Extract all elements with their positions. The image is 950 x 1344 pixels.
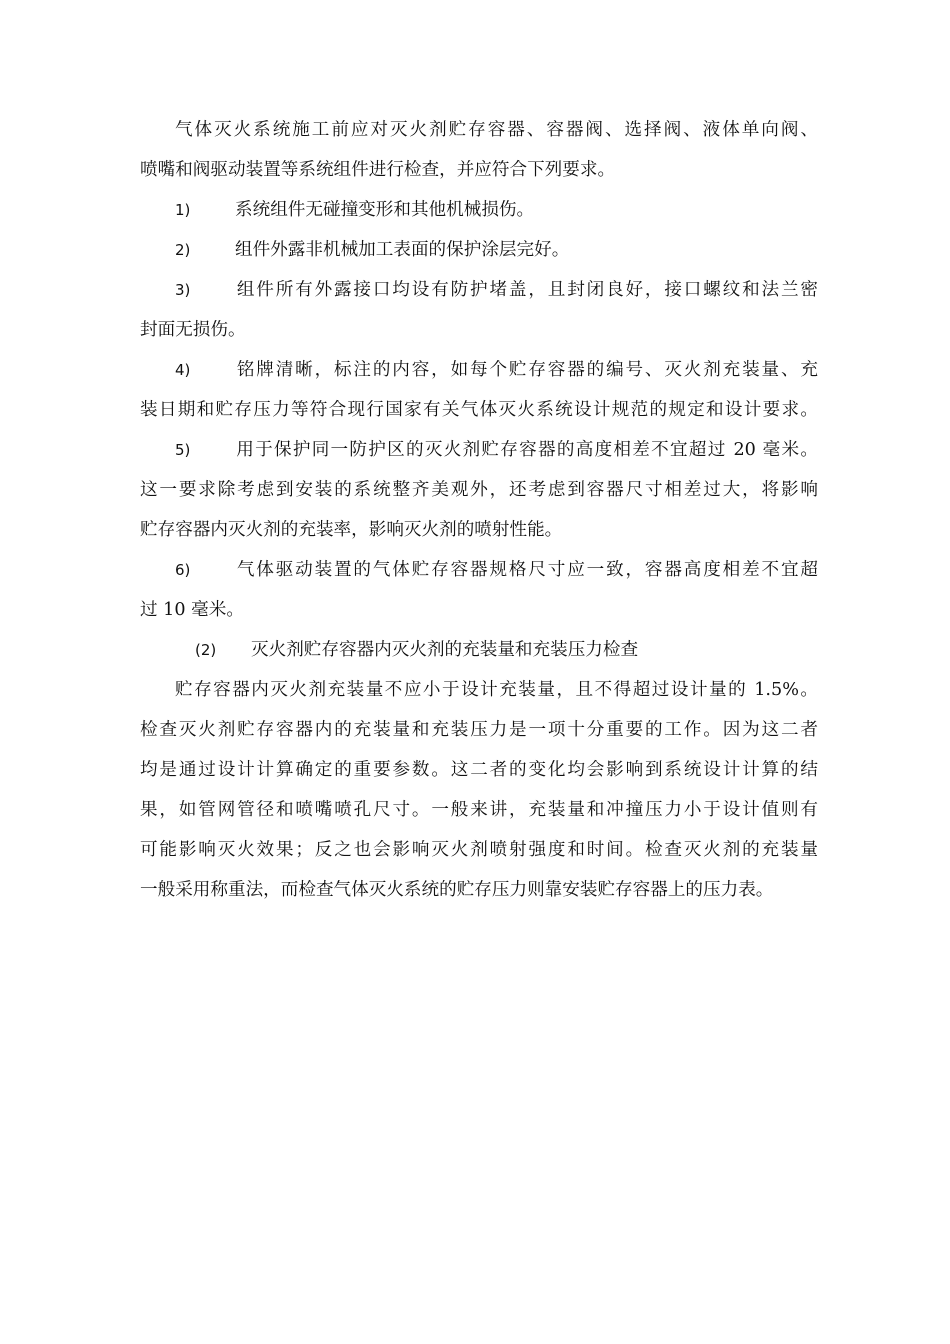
list-item-number: 1) <box>175 201 191 219</box>
intro-line-2: 喷嘴和阀驱动装置等系统组件进行检查，并应符合下列要求。 <box>140 160 616 180</box>
body-line-2: 检查灭火剂贮存容器内的充装量和充装压力是一项十分重要的工作。因为这二者 <box>140 720 818 740</box>
list-item-text: 铭牌清晰，标注的内容，如每个贮存容器的编号、灭火剂充装量、充 <box>235 360 818 380</box>
list-item-text: 系统组件无碰撞变形和其他机械损伤。 <box>235 200 535 220</box>
list-item-3-continuation: 封面无损伤。 <box>140 320 246 340</box>
list-item-text: 用于保护同一防护区的灭火剂贮存容器的高度相差不宜超过 20 毫米。 <box>235 440 818 460</box>
list-item-4 <box>175 352 818 388</box>
list-item-number: 5) <box>175 441 191 459</box>
body-line-5: 可能影响灭火效果；反之也会影响灭火剂喷射强度和时间。检查灭火剂的充装量 <box>140 840 818 860</box>
list-item-number: 2) <box>175 241 191 259</box>
body-line-3: 均是通过设计计算确定的重要参数。这二者的变化均会影响到系统设计计算的结 <box>140 760 818 780</box>
list-item-text: 组件外露非机械加工表面的保护涂层完好。 <box>235 240 570 260</box>
section-heading <box>195 632 638 668</box>
list-item-5-continuation-2: 贮存容器内灭火剂的充装率，影响灭火剂的喷射性能。 <box>140 520 563 540</box>
list-item-text: 组件所有外露接口均设有防护堵盖，且封闭良好，接口螺纹和法兰密 <box>235 280 818 300</box>
list-item-number: 6) <box>175 561 191 579</box>
body-line-1: 贮存容器内灭火剂充装量不应小于设计充装量，且不得超过设计量的 1.5%。 <box>175 680 818 700</box>
list-item-number: 3) <box>175 281 191 299</box>
body-line-4: 果，如管网管径和喷嘴喷孔尺寸。一般来讲，充装量和冲撞压力小于设计值则有 <box>140 800 818 820</box>
list-item-3 <box>175 272 818 308</box>
list-item-1 <box>175 192 534 228</box>
list-item-text: 气体驱动装置的气体贮存容器规格尺寸应一致，容器高度相差不宜超 <box>235 560 818 580</box>
section-number: (2) <box>195 641 217 659</box>
intro-line-1: 气体灭火系统施工前应对灭火剂贮存容器、容器阀、选择阀、液体单向阀、 <box>175 120 818 140</box>
list-item-5 <box>175 432 818 468</box>
section-title: 灭火剂贮存容器内灭火剂的充装量和充装压力检查 <box>251 640 639 660</box>
list-item-number: 4) <box>175 361 191 379</box>
list-item-2 <box>175 232 569 268</box>
list-item-6-continuation: 过 10 毫米。 <box>140 600 244 620</box>
list-item-6 <box>175 552 818 588</box>
list-item-5-continuation-1: 这一要求除考虑到安装的系统整齐美观外，还考虑到容器尺寸相差过大，将影响 <box>140 480 818 500</box>
list-item-4-continuation: 装日期和贮存压力等符合现行国家有关气体灭火系统设计规范的规定和设计要求。 <box>140 400 818 420</box>
body-line-6: 一般采用称重法，而检查气体灭火系统的贮存压力则靠安装贮存容器上的压力表。 <box>140 880 774 900</box>
